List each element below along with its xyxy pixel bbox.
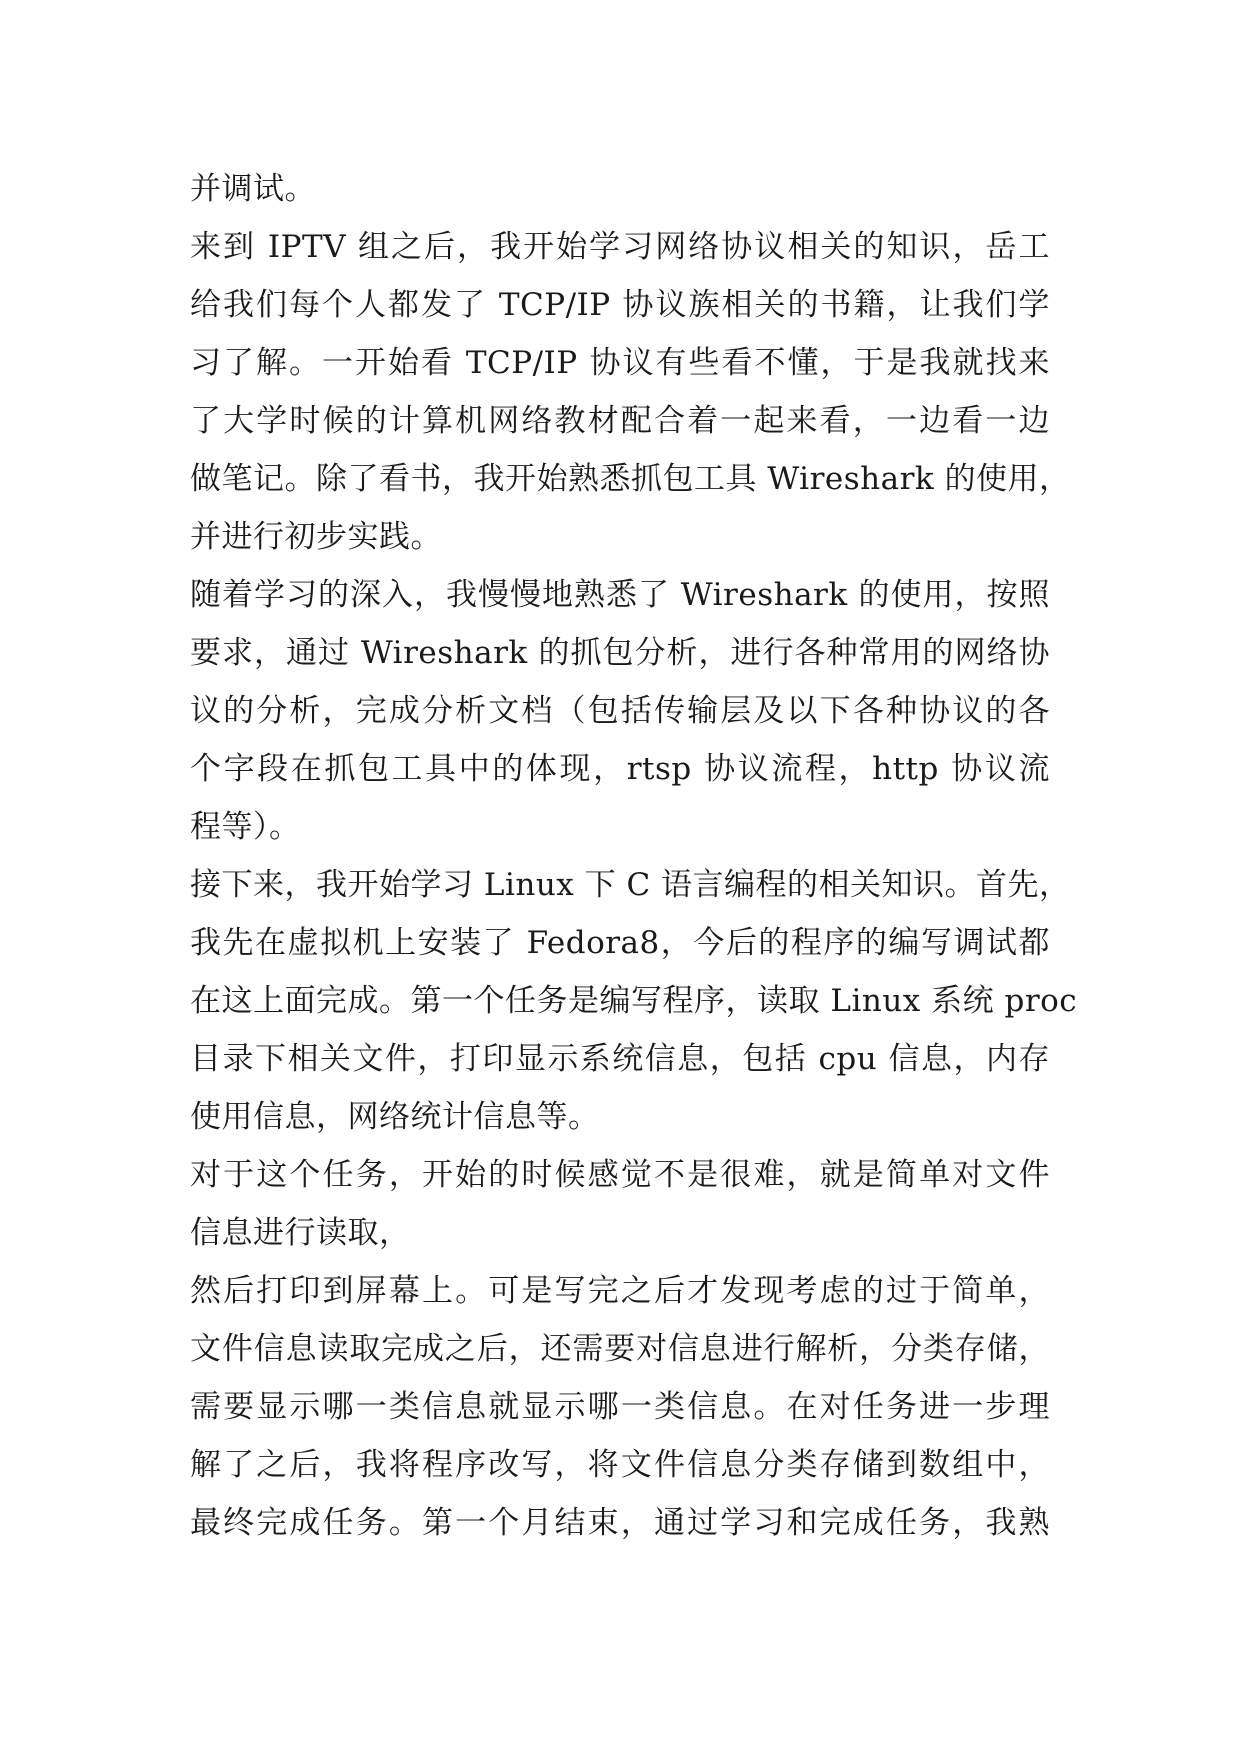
text-line: 来到 IPTV 组之后，我开始学习网络协议相关的知识，岳工 xyxy=(190,229,1050,265)
text-line: 并进行初步实践。 xyxy=(190,519,442,555)
text-line: 信息进行读取， xyxy=(190,1215,411,1251)
text-line: 解了之后，我将程序改写，将文件信息分类存储到数组中， xyxy=(190,1447,1050,1483)
text-line: 最终完成任务。第一个月结束，通过学习和完成任务，我熟 xyxy=(190,1505,1050,1541)
text-line: 目录下相关文件，打印显示系统信息，包括 cpu 信息，内存 xyxy=(190,1041,1050,1077)
text-line: 然后打印到屏幕上。可是写完之后才发现考虑的过于简单， xyxy=(190,1273,1050,1309)
text-line: 我先在虚拟机上安装了 Fedora8，今后的程序的编写调试都 xyxy=(190,925,1050,961)
text-line: 了大学时候的计算机网络教材配合着一起来看，一边看一边 xyxy=(190,403,1050,439)
text-line: 做笔记。除了看书，我开始熟悉抓包工具 Wireshark 的使用， xyxy=(190,461,1071,497)
text-line: 使用信息，网络统计信息等。 xyxy=(190,1099,600,1135)
text-line: 需要显示哪一类信息就显示哪一类信息。在对任务进一步理 xyxy=(190,1389,1050,1425)
text-line: 随着学习的深入，我慢慢地熟悉了 Wireshark 的使用，按照 xyxy=(190,577,1050,613)
text-line: 给我们每个人都发了 TCP/IP 协议族相关的书籍，让我们学 xyxy=(190,287,1050,323)
text-line: 要求，通过 Wireshark 的抓包分析，进行各种常用的网络协 xyxy=(190,635,1050,671)
text-line: 习了解。一开始看 TCP/IP 协议有些看不懂，于是我就找来 xyxy=(190,345,1050,381)
text-line: 文件信息读取完成之后，还需要对信息进行解析，分类存储， xyxy=(190,1331,1050,1367)
text-line: 程等）。 xyxy=(190,809,301,845)
body-text xyxy=(190,160,1078,1552)
text-line: 并调试。 xyxy=(190,171,316,207)
text-line: 接下来，我开始学习 Linux 下 C 语言编程的相关知识。首先， xyxy=(190,867,1071,903)
text-line: 个字段在抓包工具中的体现，rtsp 协议流程，http 协议流 xyxy=(190,751,1050,787)
text-line: 在这上面完成。第一个任务是编写程序，读取 Linux 系统 proc xyxy=(190,983,1078,1019)
text-line: 议的分析，完成分析文档（包括传输层及以下各种协议的各 xyxy=(190,693,1050,729)
text-line: 对于这个任务，开始的时候感觉不是很难，就是简单对文件 xyxy=(190,1157,1050,1193)
